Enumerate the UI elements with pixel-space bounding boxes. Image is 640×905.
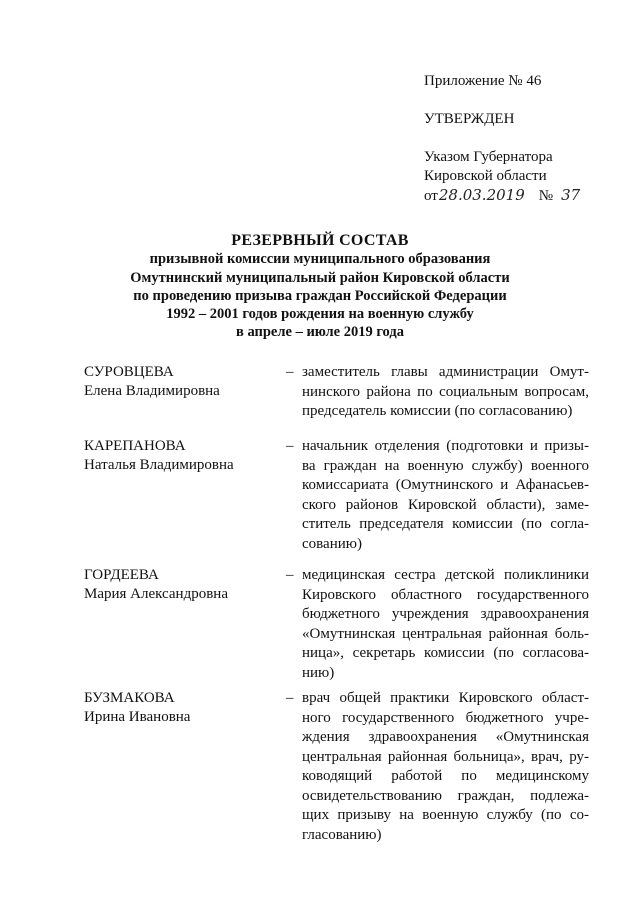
member-given-name: Наталья Владимировна (84, 457, 234, 473)
role-line: нию) (302, 664, 335, 681)
handwritten-number: 37 (561, 186, 581, 204)
title-line-4: 1992 – 2001 годов рождения на военную службу (166, 306, 474, 323)
role-line: начальник отделения (подготовки и призы- (302, 438, 589, 454)
role-line: сованию) (302, 535, 362, 552)
decree-line-2: Кировской области (424, 168, 547, 184)
member-surname: ГОРДЕЕВА (84, 567, 159, 583)
role-line: заместитель главы администрации Омут- (302, 364, 589, 380)
role-line: нинского района по социальным вопросам, (302, 383, 589, 400)
document-title (80, 232, 560, 342)
role-line: ва граждан на военную службу) военного (302, 457, 589, 474)
approval-header (424, 72, 624, 206)
member-role (302, 437, 589, 554)
number-label: № (538, 188, 554, 204)
role-line: ного государственного бюджетного учре- (302, 709, 589, 726)
role-line: ского районов Кировской области), заме- (302, 496, 589, 513)
member-surname: БУЗМАКОВА (84, 690, 175, 706)
role-line: ститель председателя комиссии (по согла- (302, 516, 589, 532)
member-dash: – (286, 567, 294, 583)
role-line: ница», секретарь комиссии (по согласова- (302, 645, 589, 661)
member-surname: СУРОВЦЕВА (84, 364, 174, 380)
approved-label: УТВЕРЖДЕН (424, 111, 515, 127)
decree-line-1: Указом Губернатора (424, 149, 553, 165)
role-line: освидетельствованию граждан, подлежа- (302, 787, 589, 804)
member-name (84, 363, 284, 401)
title-line-3: по проведению призыва граждан Российской Федерации (133, 287, 507, 304)
title-line-1: призывной комиссии муниципального образования (149, 251, 491, 268)
member-surname: КАРЕПАНОВА (84, 438, 186, 454)
member-role (302, 689, 589, 845)
handwritten-date: 28.03.2019 (438, 186, 525, 204)
title-line-2: Омутнинский муниципальный район Кировской области (130, 269, 510, 286)
role-line: ководящий работой по медицинскому (302, 768, 589, 784)
member-role (302, 566, 589, 683)
member-dash: – (286, 438, 294, 454)
role-line: центральная районная больница», врач, ру- (302, 748, 589, 765)
role-line: гласованию) (302, 826, 382, 843)
role-line: председатель комиссии (по согласованию) (302, 403, 573, 419)
order-line (424, 186, 624, 206)
member-dash: – (286, 690, 294, 706)
from-label: от (424, 188, 438, 204)
role-line: врач общей практики Кировского област- (302, 690, 589, 706)
member-given-name: Мария Александровна (84, 586, 228, 602)
title-main: РЕЗЕРВНЫЙ СОСТАВ (231, 232, 409, 249)
role-line: щих призыву на военную службу (по со- (302, 807, 589, 823)
role-line: бюджетного учреждения здравоохранения (302, 606, 589, 622)
role-line: медицинская сестра детской поликлиники (302, 567, 589, 583)
member-name (84, 437, 284, 475)
member-given-name: Ирина Ивановна (84, 709, 191, 725)
appendix-label: Приложение № 46 (424, 73, 542, 89)
member-dash: – (286, 364, 294, 380)
member-name (84, 566, 284, 604)
role-line: ждения здравоохранения «Омутнинская (302, 729, 589, 745)
role-line: Кировского областного государственного (302, 586, 589, 603)
title-line-5: в апреле – июле 2019 года (236, 324, 404, 341)
member-name (84, 689, 284, 727)
member-role (302, 363, 589, 422)
role-line: «Омутнинская центральная районная боль- (302, 625, 589, 642)
member-given-name: Елена Владимировна (84, 383, 220, 399)
role-line: комиссариата (Омутнинского и Афанасьев- (302, 477, 589, 493)
